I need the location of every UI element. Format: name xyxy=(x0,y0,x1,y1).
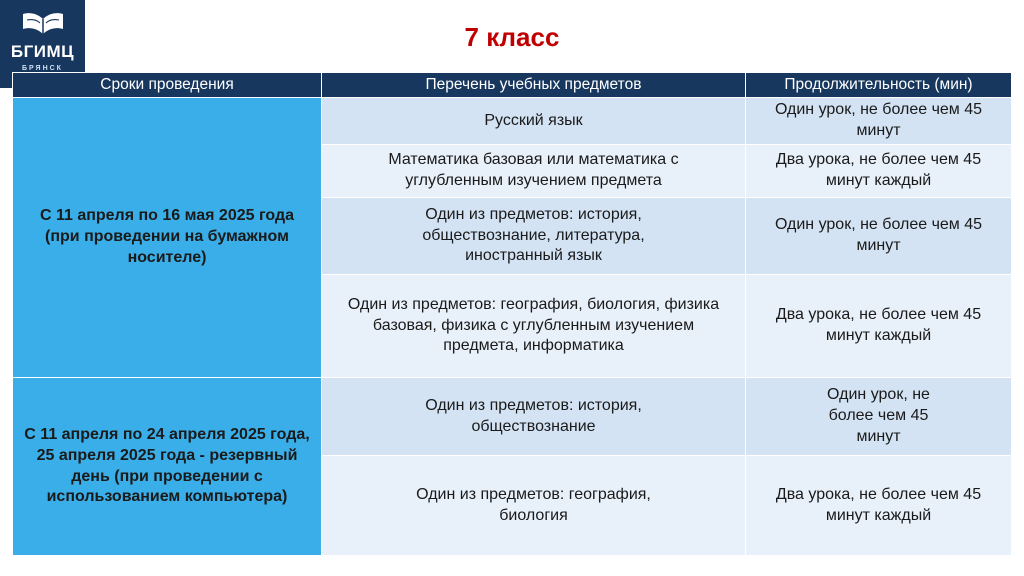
duration-cell: Два урока, не более чем 45 минут каждый xyxy=(746,456,1012,556)
period-text: С 11 апреля по 16 мая 2025 года (при проведении на бумажном носителе) xyxy=(39,207,295,266)
duration-cell: Один урок, не более чем 45 минут xyxy=(746,198,1012,275)
table-row xyxy=(13,378,1012,456)
duration-cell: Два урока, не более чем 45 минут каждый xyxy=(746,145,1012,198)
table-header-row xyxy=(13,73,1012,98)
subjects-cell: Один из предметов: история, обществознание, литература, иностранный язык xyxy=(322,198,746,275)
table-row xyxy=(13,98,1012,145)
period-text: С 11 апреля по 24 апреля 2025 года, 25 апреля 2025 года - резервный день (при проведении с использованием компьютера) xyxy=(24,425,310,506)
header-period: Сроки проведения xyxy=(13,73,322,98)
subjects-cell: Математика базовая или математика с углубленным изучением предмета xyxy=(322,145,746,198)
page-title: 7 класс xyxy=(464,22,560,52)
subjects-cell: Один из предметов: история, обществознание xyxy=(322,378,746,456)
duration-cell: Один урок, не более чем 45 минут xyxy=(746,98,1012,145)
duration-cell: Два урока, не более чем 45 минут каждый xyxy=(746,275,1012,378)
header-subjects: Перечень учебных предметов xyxy=(322,73,746,98)
duration-cell: Один урок, не более чем 45 минут xyxy=(746,378,1012,456)
subjects-cell: Русский язык xyxy=(322,98,746,145)
subjects-cell: Один из предметов: география, биология, физика базовая, физика с углубленным изучением предмета, информатика xyxy=(322,275,746,378)
header-duration: Продолжительность (мин) xyxy=(746,73,1012,98)
schedule-table xyxy=(12,72,1012,556)
period-cell-computer xyxy=(13,378,322,556)
subjects-cell: Один из предметов: география, биология xyxy=(322,456,746,556)
logo-name: БГИМЦ xyxy=(10,42,75,61)
logo-city: БРЯНСК xyxy=(22,65,63,72)
period-cell-paper xyxy=(13,98,322,378)
